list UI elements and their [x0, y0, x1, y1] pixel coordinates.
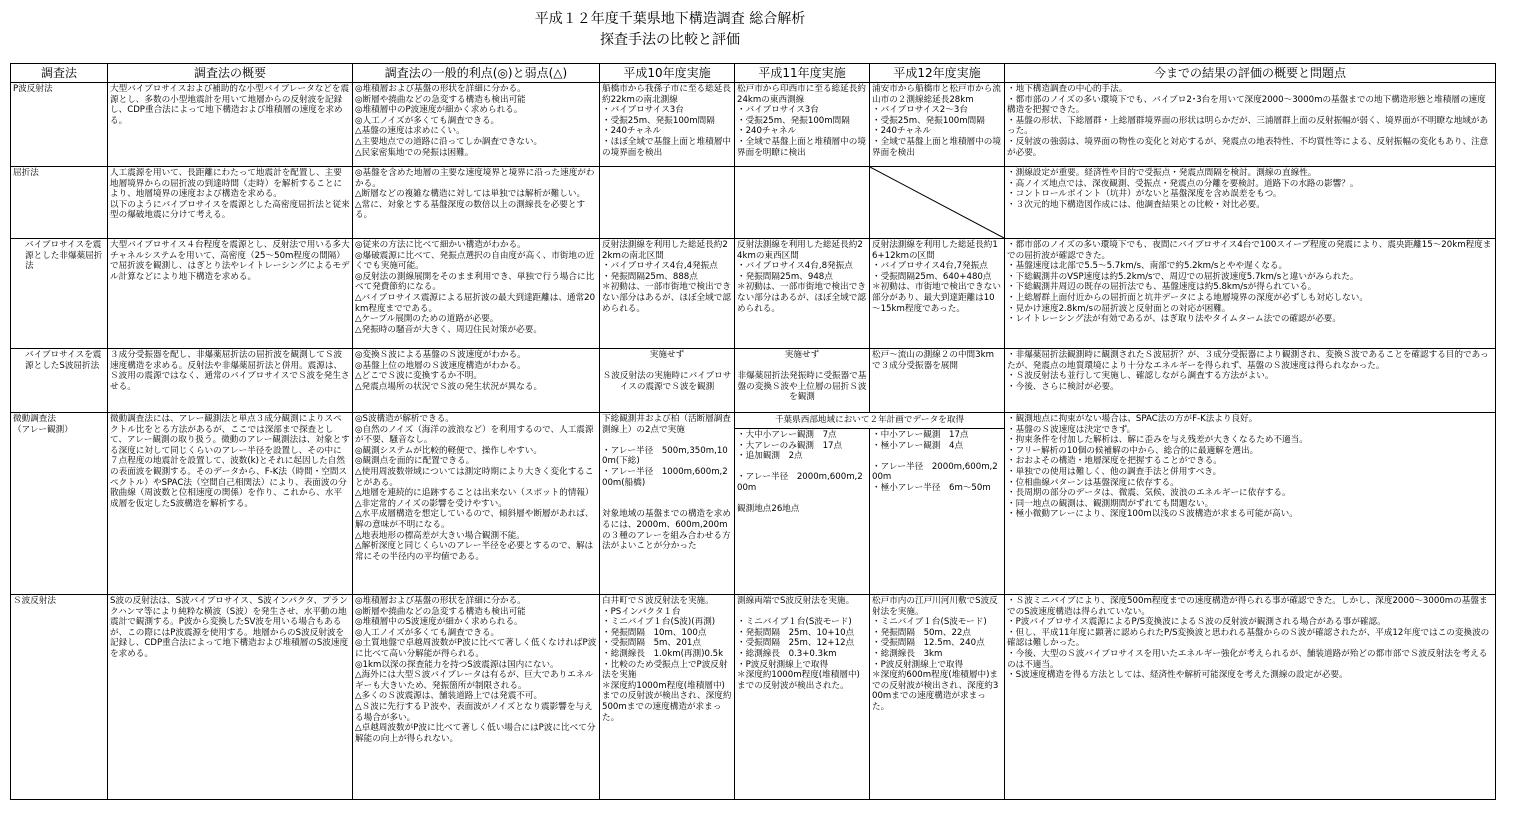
h10-cell-empty — [600, 167, 735, 239]
document-subtitle: 探査手法の比較と評価 — [600, 32, 740, 48]
evaluation-text: ・地下構造調査の中心的手法。 ・都市部のノイズの多い環境下でも、バイブロ2･3台を用いて深度2000～3000mの基盤までの地下構造形態と堆積層の速度構造を把握できた。 ・基盤の形状、下総層群・上総層群境界面の形状は明らかだが、三浦層群上面の反射振幅が弱く、境界面が不明瞭な地域があった。 ・反射波の強弱は、境界面の物性の変化と対応するが、発震点の地表特性、不均質性等による、反射振幅の変化もあり、注意が必要。 — [1007, 84, 1489, 158]
evaluation-cell — [1005, 595, 1496, 800]
evaluation-text: ・観測地点に拘束がない場合は、SPAC法の方がF-K法より良好。 ・基盤のＳ波速度は決定できず。 ・拘束条件を付加した解析は、解に歪みを与え残差が大きくなるため不適当。 ・フリー解析の10個の候補解の中から、総合的に最適解を選出。 ・おおよその構造・地層深度を把握することができる。 ・単独での使用は難しく、他の調査手法と併用すべき。 ・位相曲線パターンは基盤深度に依存する。 ・長周期の部分のデータは、微震、気候、波浪のエネルギーに依存する。 ・同一地点の観測は、観測期間がずれても問題ない。 ・極小微動アレーにより、深度100m以浅のＳ波構造が求まる可能が高い。 — [1007, 414, 1308, 520]
overview-cell — [108, 239, 353, 349]
pros-cons-cell — [353, 595, 600, 800]
h11-text: ・大中小アレー観測 7点 ・大アレーのみ観測 17点 ・追加観測 2点 ・アレー半径 2000m,600m,200m 観測地点26地点 — [737, 430, 863, 515]
header-evaluation: 今までの結果の評価の概要と問題点 — [1005, 64, 1496, 83]
table-row — [11, 239, 1496, 349]
overview-cell — [108, 167, 353, 239]
evaluation-cell — [1005, 167, 1496, 239]
h10-text: 実施せず Ｓ波反射法の実施時にバイブロサイスの震源でＳ波を観測 — [602, 350, 732, 392]
pros-cons-cell — [353, 349, 600, 413]
h11-cell — [735, 349, 870, 413]
method-cell — [11, 413, 108, 595]
method-cell — [11, 239, 108, 349]
evaluation-text: ・測線設定が重要。経済性や目的で受振点・発震点間隔を検討。測線の直線性。 ・高ノイズ地点では、深夜観測、受振点・発震点の分離を要検討。道路下の水路の影響？。 ・コントロールポイント（坑井）がないと基盤深度を含め誤差をもつ。 ・３次元的地下構造図作成には、他調査結果との比較・対比必要。 — [1007, 168, 1359, 210]
method-name: P波反射法 — [13, 84, 53, 94]
evaluation-text: ・Ｓ波ミニバイブにより、深度500m程度までの速度構造が得られる事が確認できた。しかし、深度2000～3000mの基盤までのS波速度構造は得られていない。 ・P波バイブロサイス震源によるP/S変換波によるＳ波の反射波が観測される場合がある事が確認。 ・但し、平成11年度に顕著に認められたP/S変換波と思われる基盤からのＳ波が確認されたが、平成12年度ではこの変換波の確認は難しかった。 ・今後、大型のＳ波バイブロサイスを用いたエネルギー強化が考えられるが、舗装道路が殆どの都市部でＳ波反射法を考えるのは不適当。 ・S波速度構造を得る方法としては、経済性や解析可能深度を考えた測線の設定が必要。 — [1007, 596, 1490, 681]
method-cell — [11, 349, 108, 413]
evaluation-text: ・非爆薬屈折法観測時に観測されたＳ波屈折？が、３成分受振器により観測され、変換Ｓ波であることを確認する目的であったが、発震点の地質環境により十分なエネルギーを得られず、基盤のＳ波速度は得られなかった。 ・Ｓ波反射法も並行して実施し、確認しながら調査する方法がよい。 ・今後、さらに検討が必要。 — [1007, 350, 1489, 392]
h11-text: 測線両端でS波反射法を実施。 ・ミニバイブ１台(S波モード) ・発振間隔 25m、10+10点 ・受振間隔 25m、12+12点 ・総測線長 0.3+0.3km ・P波反射測線上で取得 ＊深度約1000m程度(堆積層中)までの反射波が検出された。 — [737, 596, 860, 691]
method-cell — [11, 167, 108, 239]
h12-text: ・中小アレー観測 17点 ・極小アレー観測 4点 ・アレー半径 2000m,600m,200m ・極小アレー半径 6m～50m — [872, 430, 998, 493]
method-name: Ｓ波反射法 — [13, 596, 56, 606]
h12-text: 反射法測線を利用した総延長約16+12kmの区間 ・バイブロサイス4台,7発振点 ・受振間隔25m、640+480点 ＊初動は、市街地で検出できない部分があり、最大到達距離は10～15km程度であった。 — [872, 240, 1001, 314]
table-row — [11, 83, 1496, 167]
overview-text: ３成分受振器を配し、非爆薬屈折法の屈折波を観測してＳ波速度構造を求める。反射法や非爆薬屈折法と併用。震源は、Ｓ波用の震源ではなく、通常のバイブロサイスでＳ波を発生させる。 — [110, 350, 350, 392]
overview-cell — [108, 83, 353, 167]
evaluation-text: ・都市部のノイズの多い環境下でも、夜間にバイブロサイス4台で100スイープ程度の発震により、震央距離15～20km程度までの屈折波が確認できた。 ・基盤速度は北部で5.5～5.7km/s、南部で約5.2km/sとやや遅くなる。 ・下総観測井のVSP速度は約5.2km/sで、周辺での屈折波速度5.7km/sと違いがみられた。 ・下総観測井周辺の既存の屈折法でも、基盤速度は約5.8km/sが得られている。 ・上総層群上面付近からの屈折面と坑井データによる地層境界の深度が必ずしも対応しない。 ・見かけ速度2.8km/sの屈折波と反射面との対応が困難。 ・レイトレーシング法が有効であるが、はぎ取り法やタイムターム法での確認が必要。 — [1007, 240, 1492, 325]
evaluation-cell — [1005, 413, 1496, 595]
h11-h12-merged-cell — [735, 413, 1005, 429]
h10-text: 船橋市から我孫子市に至る総延長約22kmの南北測線 ・バイブロサイス3台 ・受振25m、発振100m間隔 ・240チャネル ・ほぼ全域で基盤上面と堆積層中の境界面を検出 — [602, 84, 731, 158]
table-row — [11, 167, 1496, 239]
evaluation-cell — [1005, 83, 1496, 167]
h11-text: 松戸市から印西市に至る総延長約24kmの東西測線 ・バイブロサイス3台 ・受振25m、発振100m間隔 ・240チャネル ・全域で基盤上面と堆積層中の境界面を明瞭に検出 — [737, 84, 866, 158]
header-h12: 平成12年度実施 — [870, 64, 1005, 83]
comparison-table — [10, 63, 1496, 800]
h10-cell — [600, 413, 735, 595]
method-name: バイブロサイスを震源とした非爆薬屈折法 — [25, 240, 103, 272]
header-h10: 平成10年度実施 — [600, 64, 735, 83]
header-overview: 調査法の概要 — [108, 64, 353, 83]
pros-cons-cell — [353, 239, 600, 349]
pros-cons-cell — [353, 413, 600, 595]
h10-cell — [600, 595, 735, 800]
pros-cons-text: ◎変換Ｓ波による基盤のＳ波速度がわかる。 ◎基盤上位の地層のＳ波速度構造がわかる。 △どこでＳ波に変換するか不明。 △発震点場所の状況でＳ波の発生状況が異なる。 — [355, 350, 543, 392]
h12-text: 松戸～流山の測線２の中間3kmで３成分受振器を展開 — [872, 350, 994, 371]
h12-text: 松戸市内の江戸川河川敷でS波反射法を実施。 ・ミニバイブ１台(S波モード) ・発振間隔 50m、22点 ・受振間隔 12.5m、240点 ・総測線長 3km ・P波反射測線上で取得 ＊深度約600m程度(堆積層中)までの反射波が検出され、深度約300mまでの速度構造が求まった。 — [872, 596, 999, 712]
overview-text: 微動調査法には、アレー観測法と単点３成分観測によりスペクトル比をとる方法があるが、ここでは深部まで探査として、アレー観測の取り扱う。微動のアレー観測法は、対象とする深度に対して同じくらいのアレー半径を設置し、その中に７点程度の地震計を設置して、波数(k)とそれに起因した自然の表面波を観測する。そのデータから、F-K法（時間・空間スペクトル）やSPAC法（空間自己相関法）により、表面波の分散曲線（周波数と位相速度の関係）を作り、これから、水平成層を仮定したS波構造を解析する。 — [110, 414, 350, 509]
h10-cell — [600, 83, 735, 167]
header-h11: 平成11年度実施 — [735, 64, 870, 83]
h12-cell — [870, 595, 1005, 800]
header-method: 調査法 — [11, 64, 108, 83]
method-name: 屈折法 — [13, 168, 39, 178]
overview-text: S波の反射法は、S波バイブロサイス、S波インパクタ、プランクハンマ等により純粋な横波（S波）を発生させ、水平動の地震計で観測する。P波から変換したSV波を用いる場合もあるが、この際にはP波震源を使用する。地層からのS波反射波を記録し、CDP重合法によって地下構造および堆積層のS波速度を求める。 — [110, 596, 349, 659]
h12-text: 浦安市から船橋市と松戸市から流山市の２測線総延長28km ・バイブロサイス2～3台 ・受振25m、発振100m間隔 ・240チャネル ・全域で基盤上面と堆積層中の境界面を検出 — [872, 84, 1001, 158]
table-row — [11, 349, 1496, 413]
h11-cell-empty — [735, 167, 870, 239]
evaluation-cell — [1005, 349, 1496, 413]
header-pros-cons: 調査法の一般的利点(◎)と弱点(△) — [353, 64, 600, 83]
overview-cell — [108, 595, 353, 800]
h10-text: 下総観測井および柏（活断層調査測線上）の2点で実施 ・アレー半径 500m,350m,100m(下総) ・アレー半径 1000m,600m,200m(船橋) 対象地域の基盤までの構造を求めるには、2000m、600m,200mの３種のアレーを組み合わせる方法がよいことが分かった — [602, 414, 731, 552]
document-title: 平成１２年度千葉県地下構造調査 総合解析 — [534, 11, 806, 27]
pros-cons-text: ◎S波構造が解析できる。 ◎自然のノイズ（海洋の波浪など）を利用するので、人工震源が不要、騒音なし。 ◎観測システムが比較的軽便で、操作しやすい。 ◎観測点を面的に配置できる。 △使用周波数帯域については測定時期により大きく変化することがある。 △地層を連続的に追跡することは出来ない（スポット的情報） △非定常的ノイズの影響を受けやすい。 △水平成層構造を想定しているので、傾斜層や断層があれば、解の意味が不明になる。 △地表地形の標高差が大きい場合観測不能。 △解析深度と同じくらいのアレー半径を必要とするので、解は常にその半径内の平均値である。 — [355, 414, 594, 562]
overview-text: 人工震源を用いて、長距離にわたって地震計を配置し、主要地層境界からの屈折波の到達時間（走時）を解析することにより、地層境界の速度および構造を求める。 以下のようにバイブロサイスを震源とした高密度屈折法と従来型の爆破地震に分けて考える。 — [110, 168, 350, 221]
h12-cell — [870, 429, 1005, 595]
pros-cons-text: ◎堆積層および基盤の形状を詳細に分かる。 ◎断層や撓曲などの急変する構造も検出可能 ◎堆積層中のP波速度が細かく求められる。 ◎人工ノイズが多くても調査できる。 △基盤の速度は求めにくい。 △主要地点での道路に沿ってしか調査できない。 △民家密集地での発振は困難。 — [355, 84, 543, 158]
h10-cell — [600, 349, 735, 413]
pros-cons-text: ◎堆積層および基盤の形状を詳細に分かる。 ◎断層や撓曲などの急変する構造も検出可能 ◎堆積層中のS波速度が細かく求められる。 ◎人工ノイズが多くても調査できる。 ◎土質地盤で卓越周波数がP波に比べて著しく低くなければP波に比べて高い分解能が得られる。 ◎1km以深の探査能力を持つS波震源は国内にない。 △海外には大型Ｓ波バイブレータは有るが、巨大でありエネルギーも大きいため、発振箇所が制限される。 △多くのＳ波震源は、舗装道路上では発震不可。 △Ｓ波に先行するＰ波や、表面波がノイズとなり震影響を与える場合が多い。 △卓越周波数がP波に比べて著しく低い場合にはP波に比べて分解能の向上が得られない。 — [355, 596, 597, 744]
h10-text: 反射法測線を利用した総延長約22kmの南北区間 ・バイブロサイス4台,4発振点 ・発振間隔25m、888点 ＊初動は、一部市街地で検出できない部分はあるが、ほぼ全域で認められる。 — [602, 240, 731, 314]
overview-cell — [108, 413, 353, 595]
h11-text: 実施せず 非爆薬屈折法発振時に受振器で基盤の変換Ｓ波や上位層の屈折Ｓ波を観測 — [737, 350, 867, 403]
overview-text: 大型バイブロサイスおよび補助的な小型バイブレータなどを震源とし、多数の小型地震計を用いて地層からの反射波を記録し、CDP重合法によって地下構造および堆積層の速度を求める。 — [110, 84, 350, 126]
table-row — [11, 595, 1496, 800]
method-name: 微動調査法 （アレー観測） — [13, 414, 73, 435]
evaluation-cell — [1005, 239, 1496, 349]
h10-text: 白井町でＳ波反射法を実施。 ・PSインパクタ１台 ・ミニバイブ１台(S波)(再測) ・発振間隔 10m、100点 ・受振間隔 5m、201点 ・総測線長 1.0km(再測)0.5k ・比較のため受振点上でP波反射法を実施 ＊深度約1000m程度(堆積層中)までの反射波が検出され、深度約500mまでの速度構造が求まった。 — [602, 596, 732, 723]
h11-text: 反射法測線を利用した総延長約24kmの東西区間 ・バイブロサイス4台,8発振点 ・発振間隔25m、948点 ＊初動は、一部市街地で検出できない部分はあるが、ほぼ全域で認められる。 — [737, 240, 866, 314]
overview-text: 大型バイブロサイス４台程度を震源とし、反射法で用いる多大チャネルシステムを用いて、高密度（25～50m程度の間隔）で屈折波を観測し、はぎとり法やレイトレーシングによるモデル計算などにより地下構造を求める。 — [110, 240, 350, 282]
method-name: バイブロサイスを震源としたS波屈折法 — [25, 350, 102, 371]
pros-cons-cell — [353, 167, 600, 239]
diagonal-line — [870, 167, 1004, 238]
pros-cons-text: ◎従来の方法に比べて細かい構造がわかる。 ◎爆破震源に比べて、発振点選択の自由度が高く、市街地の近くでも実施可能。 ◎反射法の測線展開をそのまま利用でき、単独で行う場合に比べて発費節約になる。 △バイブロサイス震源による屈折波の最大到達距離は、通常20km程度までである。 △ケーブル展開のための道路が必要。 △発振時の騒音が大きく、周辺住民対策が必要。 — [355, 240, 596, 335]
h12-cell — [870, 349, 1005, 413]
h10-cell — [600, 239, 735, 349]
table-row — [11, 413, 1496, 429]
h12-cell — [870, 83, 1005, 167]
method-cell — [11, 83, 108, 167]
overview-cell — [108, 349, 353, 413]
h11-cell — [735, 239, 870, 349]
method-cell — [11, 595, 108, 800]
h11-cell — [735, 429, 870, 595]
h12-cell — [870, 239, 1005, 349]
header-row — [11, 64, 1496, 83]
h11-cell — [735, 595, 870, 800]
h12-cell-not-applicable — [870, 167, 1005, 239]
merged-note: 千葉県西部地域において２年計画でデータを取得 — [774, 415, 965, 426]
pros-cons-cell — [353, 83, 600, 167]
pros-cons-text: ◎基盤を含めた地層の主要な速度境界と境界に沿った速度がわかる。 △断層などの複雑な構造に対しては単独では解析が難しい。 △常に、対象とする基盤深度の数倍以上の測線長を必要とする。 — [355, 168, 595, 221]
h11-cell — [735, 83, 870, 167]
